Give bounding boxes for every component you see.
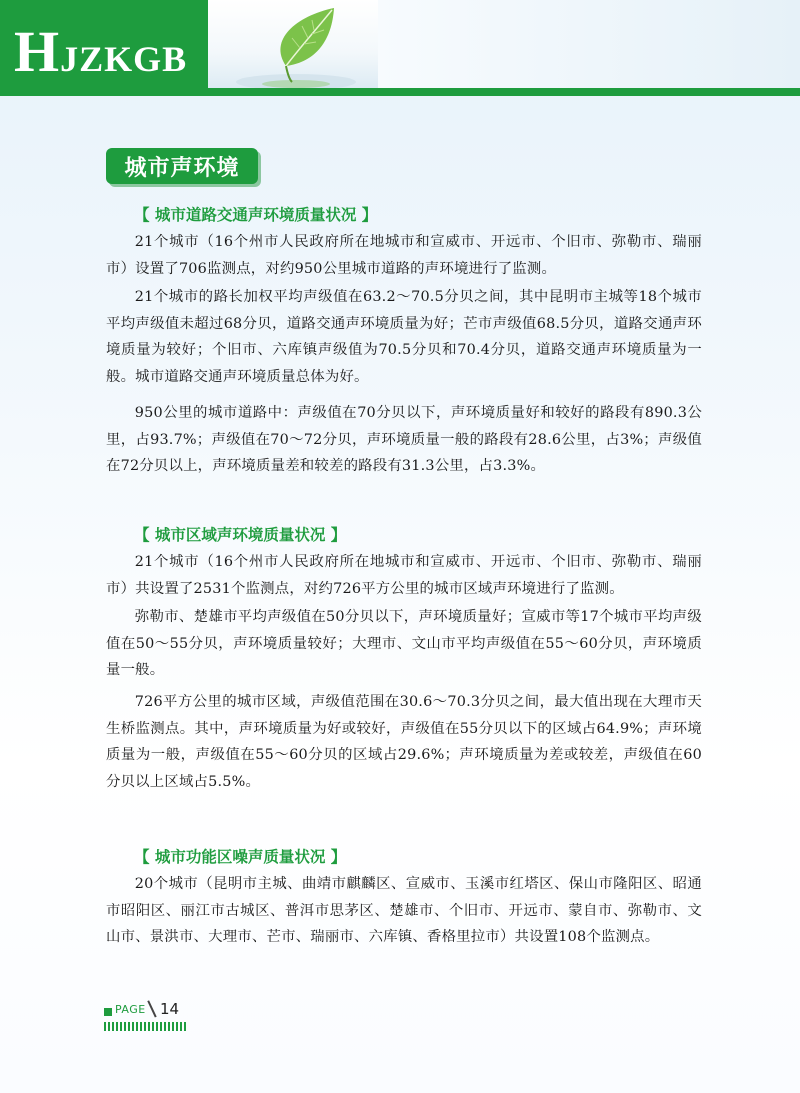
section-title-badge: [106, 148, 258, 184]
subsection-heading: 【 城市道路交通声环境质量状况 】: [134, 206, 378, 224]
paragraph: 弥勒市、楚雄市平均声级值在50分贝以下，声环境质量好；宣威市等17个城市平均声级值在50～55分贝，声环境质量较好；大理市、文山市平均声级值在55～60分贝，声环境质量一般。: [106, 609, 702, 678]
subsection-heading: 【 城市区域声环境质量状况 】: [134, 526, 347, 544]
subsection-heading: 【 城市功能区噪声质量状况 】: [134, 848, 347, 866]
leaf-image: [208, 0, 378, 96]
header-light-area: [378, 0, 800, 88]
page-label: PAGE: [115, 1003, 146, 1016]
paragraph: 726平方公里的城市区域，声级值范围在30.6～70.3分贝之间，最大值出现在大理市天生桥监测点。其中，声环境质量为好或较好，声级值在55分贝以下的区域占64.9%；声环境质量为一般，声级值在55～60分贝的区域占29.6%；声环境质量为差或较差，声级值在60分贝以上区域占5.5%。: [106, 694, 702, 790]
page-square-icon: [104, 1008, 112, 1016]
page-bars-decoration: [104, 1022, 188, 1031]
page-footer: [102, 1000, 222, 1040]
paragraph: 950公里的城市道路中：声级值在70分贝以下，声环境质量好和较好的路段有890.3公里，占93.7%；声级值在70～72分贝，声环境质量一般的路段有28.6公里，占3%；声级值在72分贝以上，声环境质量差和较差的路段有31.3公里，占3.3%。: [106, 405, 702, 474]
brand-box: [0, 0, 208, 96]
paragraph: 21个城市的路长加权平均声级值在63.2～70.5分贝之间，其中昆明市主城等18个城市平均声级值未超过68分贝，道路交通声环境质量为好；芒市声级值68.5分贝，道路交通声环境质量为较好；个旧市、六库镇声级值为70.5分贝和70.4分贝，道路交通声环境质量为一般。城市道路交通声环境质量总体为好。: [106, 289, 702, 385]
paragraph: 21个城市（16个州市人民政府所在地城市和宣威市、开远市、个旧市、弥勒市、瑞丽市）设置了706监测点，对约950公里城市道路的声环境进行了监测。: [106, 234, 702, 277]
header-strip: [208, 88, 800, 96]
leaf-icon: [208, 0, 378, 96]
section-title: 城市声环境: [124, 156, 240, 181]
page-slash-icon: [147, 1001, 156, 1018]
paragraph: 20个城市（昆明市主城、曲靖市麒麟区、宣威市、玉溪市红塔区、保山市隆阳区、昭通市昭阳区、丽江市古城区、普洱市思茅区、楚雄市、个旧市、开远市、蒙自市、弥勒市、文山市、景洪市、大理市、芒市、瑞丽市、六库镇、香格里拉市）共设置108个监测点。: [106, 876, 702, 945]
paragraph: 21个城市（16个州市人民政府所在地城市和宣威市、开远市、个旧市、弥勒市、瑞丽市）共设置了2531个监测点，对约726平方公里的城市区域声环境进行了监测。: [106, 554, 702, 597]
brand-logo: HJZKGB: [14, 19, 188, 84]
page-number: 14: [160, 1000, 180, 1018]
